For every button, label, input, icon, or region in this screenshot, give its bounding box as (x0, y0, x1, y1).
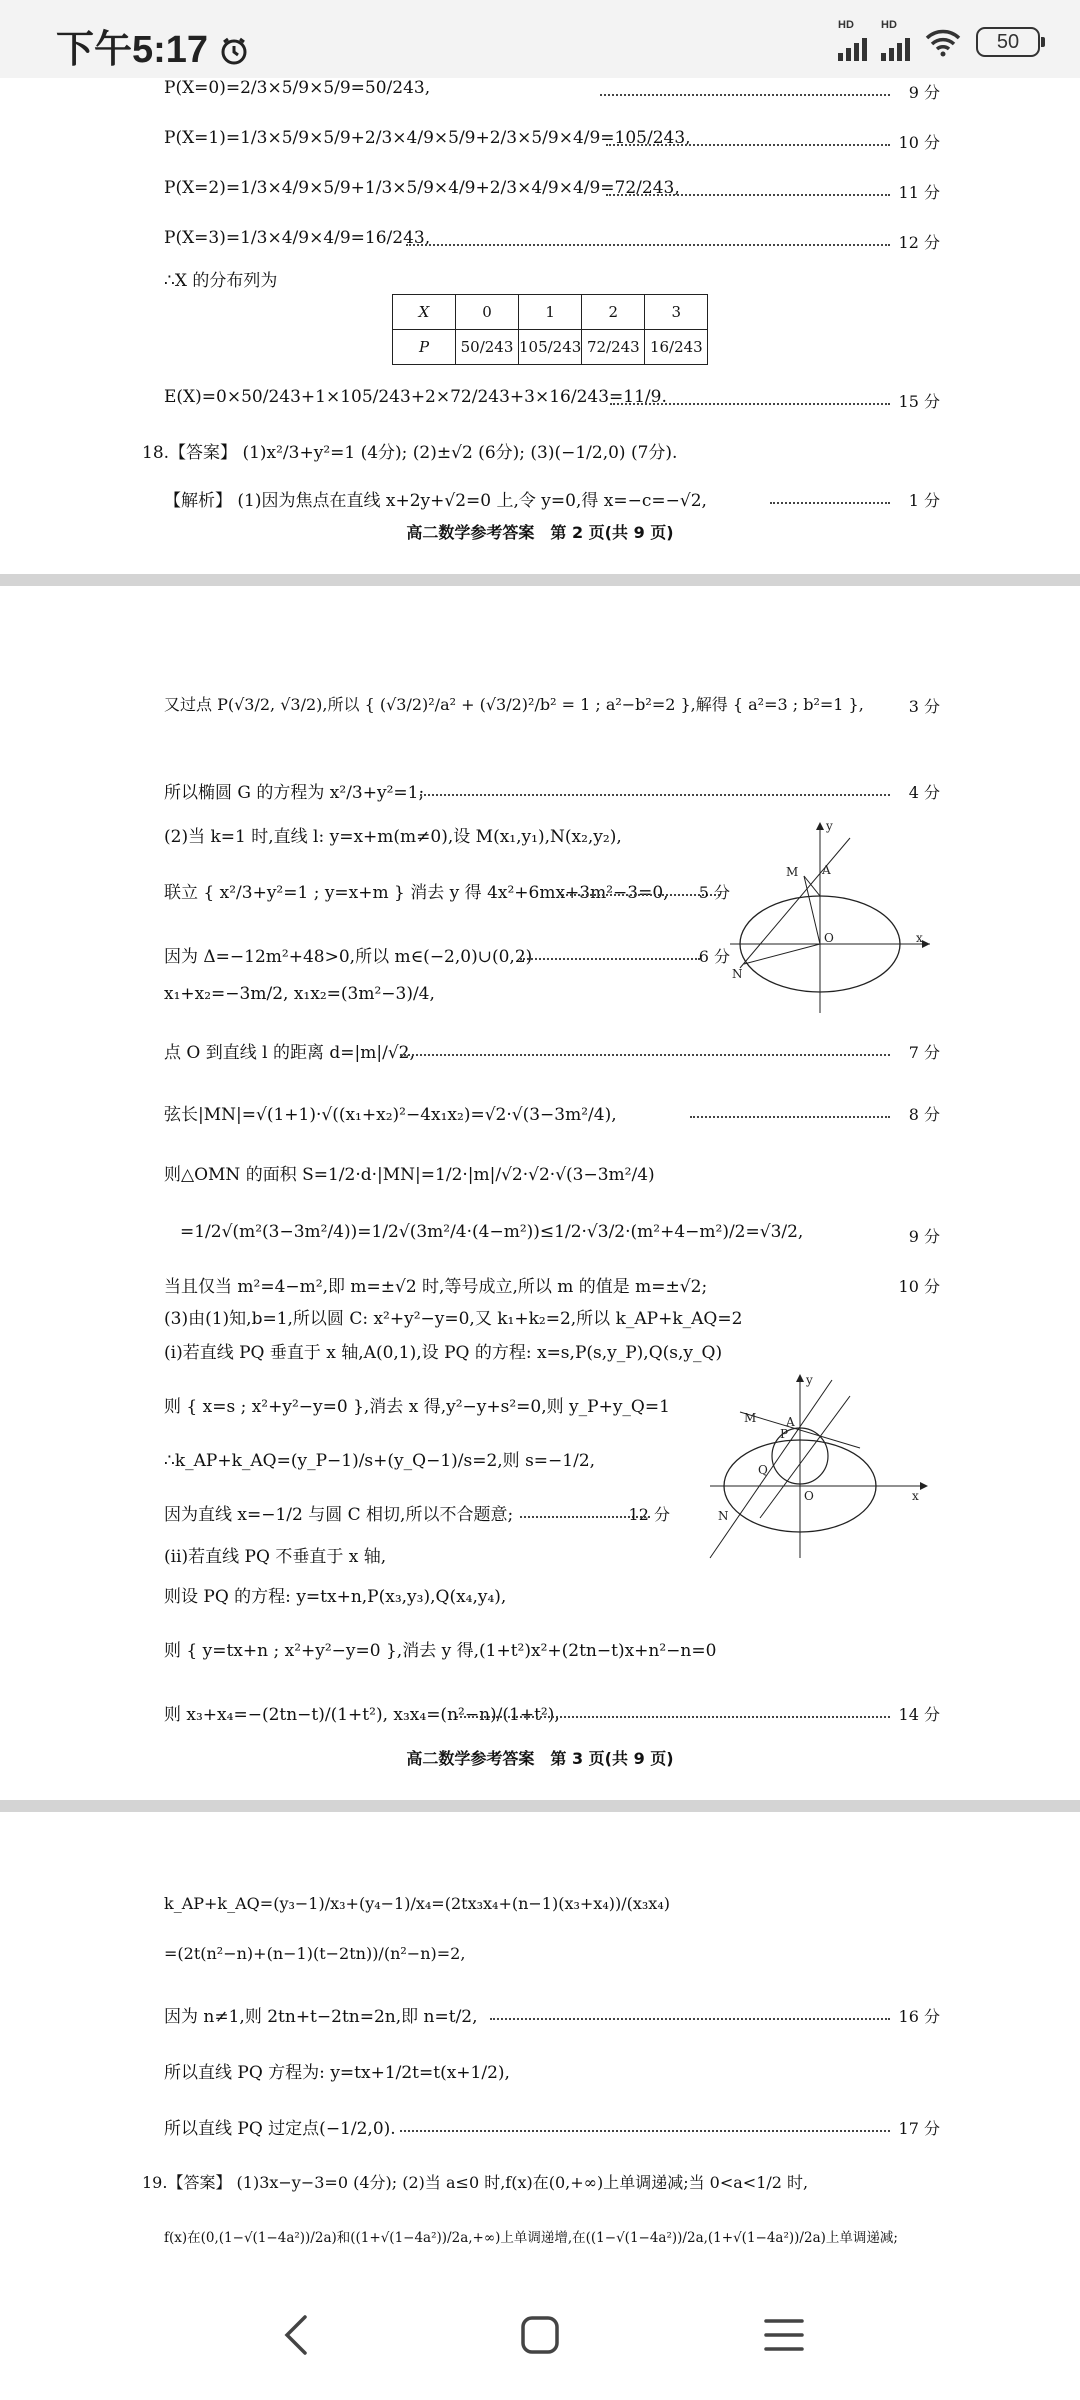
table-cell: 72/243 (582, 330, 645, 365)
answer-18: 18.【答案】 (1)x²/3+y²=1 (4分); (2)±√2 (6分); (3)(−1/2,0) (7分). (142, 443, 678, 463)
text-line: 又过点 P(√3/2, √3/2),所以 { (√3/2)²/a² + (√3/2)²/b² = 1 ; a²−b²=2 },解得 { a²=3 ; b²=1 }, (164, 695, 864, 714)
text-line: 则设 PQ 的方程: y=tx+n,P(x₃,y₃),Q(x₄,y₄), (164, 1587, 507, 1607)
page-footer: 高二数学参考答案 第 3 页(共 9 页) (406, 1749, 674, 1768)
text-line: 则 x₃+x₄=−(2tn−t)/(1+t²), x₃x₄=(n²−n)/(1+t²), (164, 1705, 560, 1725)
text-line: 弦长|MN|=√(1+1)·√((x₁+x₂)²−4x₁x₂)=√2·√(3−3m²/4), (164, 1105, 617, 1125)
home-button[interactable] (470, 2270, 610, 2400)
text-line: 则 { x=s ; x²+y²−y=0 },消去 x 得,y²−y+s²=0,则 y_P+y_Q=1 (164, 1397, 670, 1417)
text-line: 所以椭圆 G 的方程为 x²/3+y²=1; (164, 783, 425, 803)
score-label: 14 分 (898, 1705, 940, 1724)
figure-label: M (786, 865, 799, 879)
score-label: 10 分 (898, 1277, 940, 1296)
menu-icon (764, 2317, 804, 2353)
score-label: 17 分 (898, 2119, 940, 2138)
figure-label: x (912, 1489, 919, 1503)
text-line: P(X=3)=1/3×4/9×4/9=16/243, (164, 228, 431, 248)
table-header: 3 (645, 295, 708, 330)
score-label: 3 分 (908, 697, 940, 716)
figure-label: O (804, 1489, 814, 1503)
text-line: ∴k_AP+k_AQ=(y_P−1)/s+(y_Q−1)/s=2,则 s=−1/2, (164, 1451, 596, 1471)
page-footer: 高二数学参考答案 第 2 页(共 9 页) (406, 523, 674, 542)
text-line: k_AP+k_AQ=(y₃−1)/x₃+(y₄−1)/x₄=(2tx₃x₄+(n−1)(x₃+x₄))/(x₃x₄) (164, 1894, 670, 1913)
text-line: 因为直线 x=−1/2 与圆 C 相切,所以不合题意; (164, 1505, 514, 1525)
figure-label: N (718, 1509, 729, 1523)
ellipse-figure-1 (720, 818, 940, 1018)
text-line: 【解析】 (1)因为焦点在直线 x+2y+√2=0 上,令 y=0,得 x=−c=−√2, (164, 491, 707, 511)
score-label: 1 分 (908, 491, 940, 510)
text-line: x₁+x₂=−3m/2, x₁x₂=(3m²−3)/4, (164, 984, 435, 1004)
back-button[interactable] (226, 2270, 366, 2400)
answer-19: 19.【答案】 (1)3x−y−3=0 (4分); (2)当 a≤0 时,f(x)在(0,+∞)上单调递减;当 0<a<1/2 时, (142, 2173, 809, 2192)
table-cell: 16/243 (645, 330, 708, 365)
figure-label: A (786, 1415, 795, 1429)
text-line: P(X=0)=2/3×5/9×5/9=50/243, (164, 78, 431, 98)
text-line: 所以直线 PQ 过定点(−1/2,0). (164, 2119, 396, 2139)
text-line: 点 O 到直线 l 的距离 d=|m|/√2, (164, 1043, 415, 1063)
text-line: 则△OMN 的面积 S=1/2·d·|MN|=1/2·|m|/√2·√2·√(3−3m²/4) (164, 1165, 655, 1185)
score-label: 11 分 (898, 183, 940, 202)
ellipse-figure-2 (700, 1368, 940, 1568)
text-line: 因为 Δ=−12m²+48>0,所以 m∈(−2,0)∪(0,2) (164, 947, 533, 967)
text-line: 联立 { x²/3+y²=1 ; y=x+m } 消去 y 得 4x²+6mx+3m²−3=0, (164, 883, 669, 903)
score-label: 4 分 (908, 783, 940, 802)
text-line: 所以直线 PQ 方程为: y=tx+1/2t=t(x+1/2), (164, 2063, 510, 2083)
table-row-label: P (393, 330, 456, 365)
text-line: 当且仅当 m²=4−m²,即 m=±√2 时,等号成立,所以 m 的值是 m=±√2; (164, 1277, 708, 1297)
back-icon (281, 2313, 311, 2357)
table-cell: 50/243 (456, 330, 519, 365)
text-line: =(2t(n²−n)+(n−1)(t−2tn))/(n²−n)=2, (164, 1944, 466, 1963)
table-header: X (393, 295, 456, 330)
menu-button[interactable] (714, 2270, 854, 2400)
table-cell: 105/243 (519, 330, 582, 365)
text-line: P(X=1)=1/3×5/9×5/9+2/3×4/9×5/9+2/3×5/9×4/9=105/243, (164, 128, 691, 148)
figure-label: M (744, 1411, 757, 1425)
score-label: 5 分 (698, 883, 730, 902)
score-label: 6 分 (698, 947, 730, 966)
figure-label: A (822, 863, 831, 877)
figure-label: P (780, 1427, 789, 1441)
table-header: 1 (519, 295, 582, 330)
page-separator (0, 574, 1080, 586)
text-line: =1/2√(m²(3−3m²/4))=1/2√(3m²/4·(4−m²))≤1/2·√3/2·(m²+4−m²)/2=√3/2, (180, 1222, 804, 1242)
score-label: 12 分 (628, 1505, 670, 1524)
score-label: 15 分 (898, 392, 940, 411)
text-line: f(x)在(0,(1−√(1−4a²))/2a)和((1+√(1−4a²))/2a,+∞)上单调递增,在((1−√(1−4a²))/2a,(1+√(1−4a²))/2a)上单调递减; (164, 2230, 898, 2246)
text-line: P(X=2)=1/3×4/9×5/9+1/3×5/9×4/9+2/3×4/9×4/9=72/243, (164, 178, 680, 198)
figure-label: x (916, 931, 923, 945)
battery-icon: 50 (976, 27, 1040, 57)
text-line: E(X)=0×50/243+1×105/243+2×72/243+3×16/243=11/9. (164, 387, 667, 407)
figure-label: y (806, 1373, 813, 1387)
text-line: 因为 n≠1,则 2tn+t−2tn=2n,即 n=t/2, (164, 2007, 478, 2027)
score-label: 9 分 (908, 1227, 940, 1246)
text-line: 则 { y=tx+n ; x²+y²−y=0 },消去 y 得,(1+t²)x²+(2tn−t)x+n²−n=0 (164, 1641, 717, 1661)
home-icon (520, 2315, 560, 2355)
navigation-bar (0, 2270, 1080, 2400)
status-bar (0, 0, 1080, 78)
figure-label: N (732, 967, 743, 981)
score-label: 16 分 (898, 2007, 940, 2026)
status-time: 下午5:17 (56, 18, 249, 73)
text-line: (ⅱ)若直线 PQ 不垂直于 x 轴, (164, 1547, 387, 1567)
table-header: 0 (456, 295, 519, 330)
page-separator (0, 1800, 1080, 1812)
text-line: (2)当 k=1 时,直线 l: y=x+m(m≠0),设 M(x₁,y₁),N(x₂,y₂), (164, 827, 622, 847)
score-label: 12 分 (898, 233, 940, 252)
text-line: ∴X 的分布列为 (164, 271, 278, 291)
alarm-icon (219, 36, 249, 66)
score-label: 8 分 (908, 1105, 940, 1124)
score-label: 7 分 (908, 1043, 940, 1062)
table-header: 2 (582, 295, 645, 330)
text-line: (3)由(1)知,b=1,所以圆 C: x²+y²−y=0,又 k₁+k₂=2,所以 k_AP+k_AQ=2 (164, 1309, 743, 1329)
figure-label: O (824, 931, 834, 945)
signal-icon-1: HD (838, 23, 867, 61)
score-label: 9 分 (908, 83, 940, 102)
text-line: (ⅰ)若直线 PQ 垂直于 x 轴,A(0,1),设 PQ 的方程: x=s,P(s,y_P),Q(s,y_Q) (164, 1343, 723, 1363)
signal-icon-2: HD (881, 23, 910, 61)
figure-label: Q (758, 1463, 768, 1477)
wifi-icon (924, 27, 962, 57)
figure-label: y (826, 819, 833, 833)
distribution-table (392, 294, 708, 365)
score-label: 10 分 (898, 133, 940, 152)
